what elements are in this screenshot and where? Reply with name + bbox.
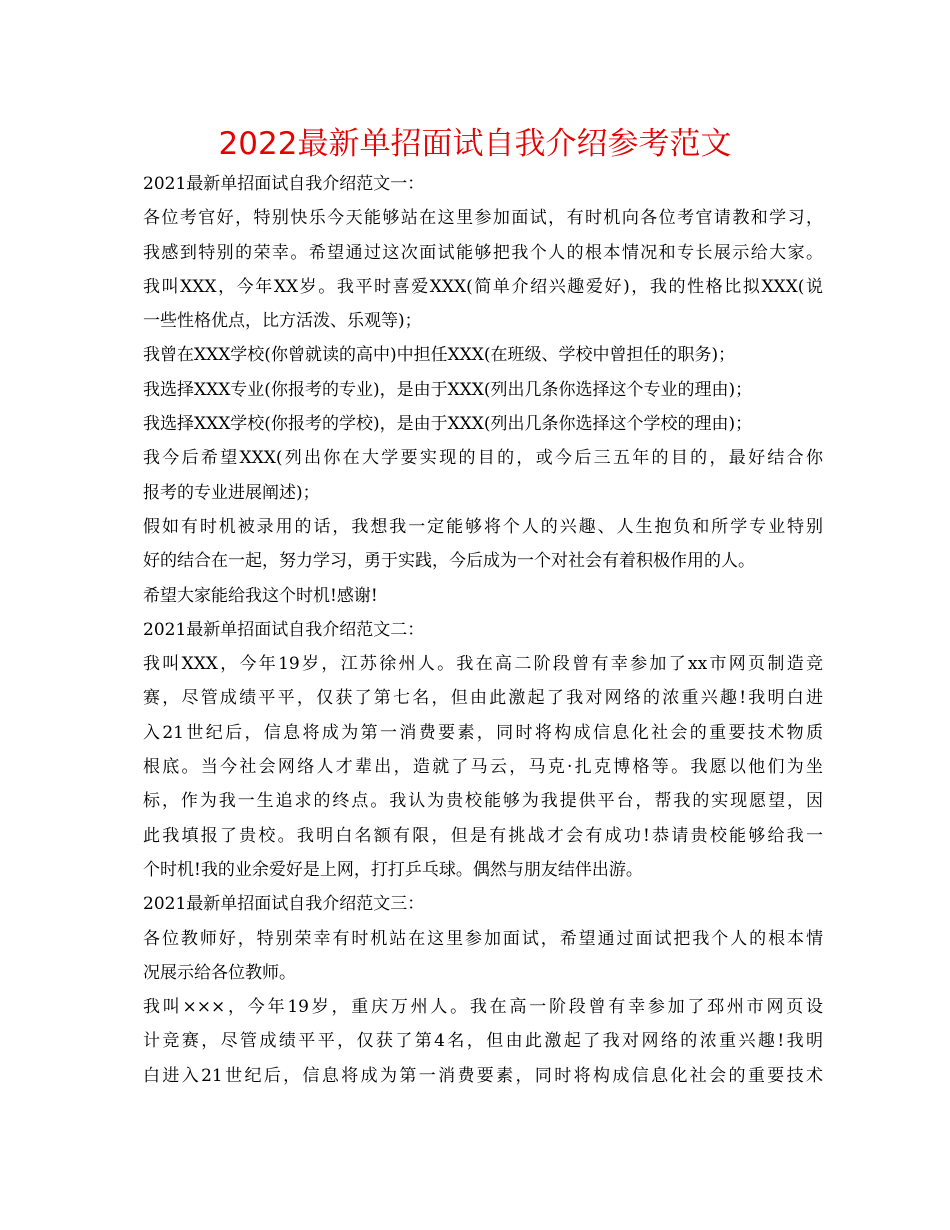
text-line: 各位考官好，特别快乐今天能够站在这里参加面试，有时机向各位考官请教和学习，	[143, 208, 823, 229]
text-line: 我选择XXX专业(你报考的专业)，是由于XXX(列出几条你选择这个专业的理由)；	[143, 379, 753, 400]
document-title: 2022最新单招面试自我介绍参考范文	[218, 126, 732, 162]
text-line: 希望大家能给我这个时机!感谢!	[143, 585, 378, 606]
text-line: 各位教师好，特别荣幸有时机站在这里参加面试，希望通过面试把我个人的根本情	[143, 928, 823, 949]
text-line: 我感到特别的荣幸。希望通过这次面试能够把我个人的根本情况和专长展示给大家。	[143, 242, 823, 263]
text-line: 好的结合在一起，努力学习，勇于实践，今后成为一个对社会有着积极作用的人。	[143, 551, 755, 572]
text-line: 我叫XXX，今年XX岁。我平时喜爱XXX(简单介绍兴趣爱好)，我的性格比拟XXX(说	[143, 276, 823, 297]
text-line: 赛，尽管成绩平平，仅获了第七名，但由此激起了我对网络的浓重兴趣!我明白进	[143, 688, 823, 709]
text-line: 个时机!我的业余爱好是上网，打打乒乓球。偶然与朋友结伴出游。	[143, 859, 643, 880]
text-line: 计竞赛，尽管成绩平平，仅获了第4名，但由此激起了我对网络的浓重兴趣!我明	[143, 1031, 823, 1052]
text-line: 我叫×××，今年19岁，重庆万州人。我在高一阶段曾有幸参加了邳州市网页设	[143, 997, 823, 1018]
text-line: 我曾在XXX学校(你曾就读的高中)中担任XXX(在班级、学校中曾担任的职务)；	[143, 345, 736, 366]
text-line: 标，作为我一生追求的终点。我认为贵校能够为我提供平台，帮我的实现愿望，因	[143, 791, 823, 812]
text-line: 一些性格优点，比方活泼、乐观等)；	[143, 311, 422, 332]
text-line: 2021最新单招面试自我介绍范文一：	[143, 174, 425, 194]
text-line: 我叫XXX，今年19岁，江苏徐州人。我在高二阶段曾有幸参加了xx市网页制造竞	[143, 654, 823, 675]
text-line: 假如有时机被录用的话，我想我一定能够将个人的兴趣、人生抱负和所学专业特别	[143, 516, 823, 537]
text-line: 白进入21世纪后，信息将成为第一消费要素，同时将构成信息化社会的重要技术	[143, 1065, 823, 1086]
text-line: 入21世纪后，信息将成为第一消费要素，同时将构成信息化社会的重要技术物质	[143, 722, 823, 743]
text-line: 此我填报了贵校。我明白名额有限，但是有挑战才会有成功!恭请贵校能够给我一	[143, 825, 823, 846]
text-line: 我选择XXX学校(你报考的学校)，是由于XXX(列出几条你选择这个学校的理由)；	[143, 414, 753, 435]
text-line: 我今后希望XXX(列出你在大学要实现的目的，或今后三五年的目的，最好结合你	[143, 448, 823, 469]
text-line: 报考的专业进展阐述)；	[143, 482, 320, 503]
text-line: 根底。当今社会网络人才辈出，造就了马云，马克·扎克博格等。我愿以他们为坐	[143, 757, 823, 778]
document-body	[143, 167, 823, 1093]
text-line: 2021最新单招面试自我介绍范文三：	[143, 894, 425, 915]
text-line: 况展示给各位教师。	[143, 962, 296, 983]
text-line: 2021最新单招面试自我介绍范文二：	[143, 619, 425, 640]
